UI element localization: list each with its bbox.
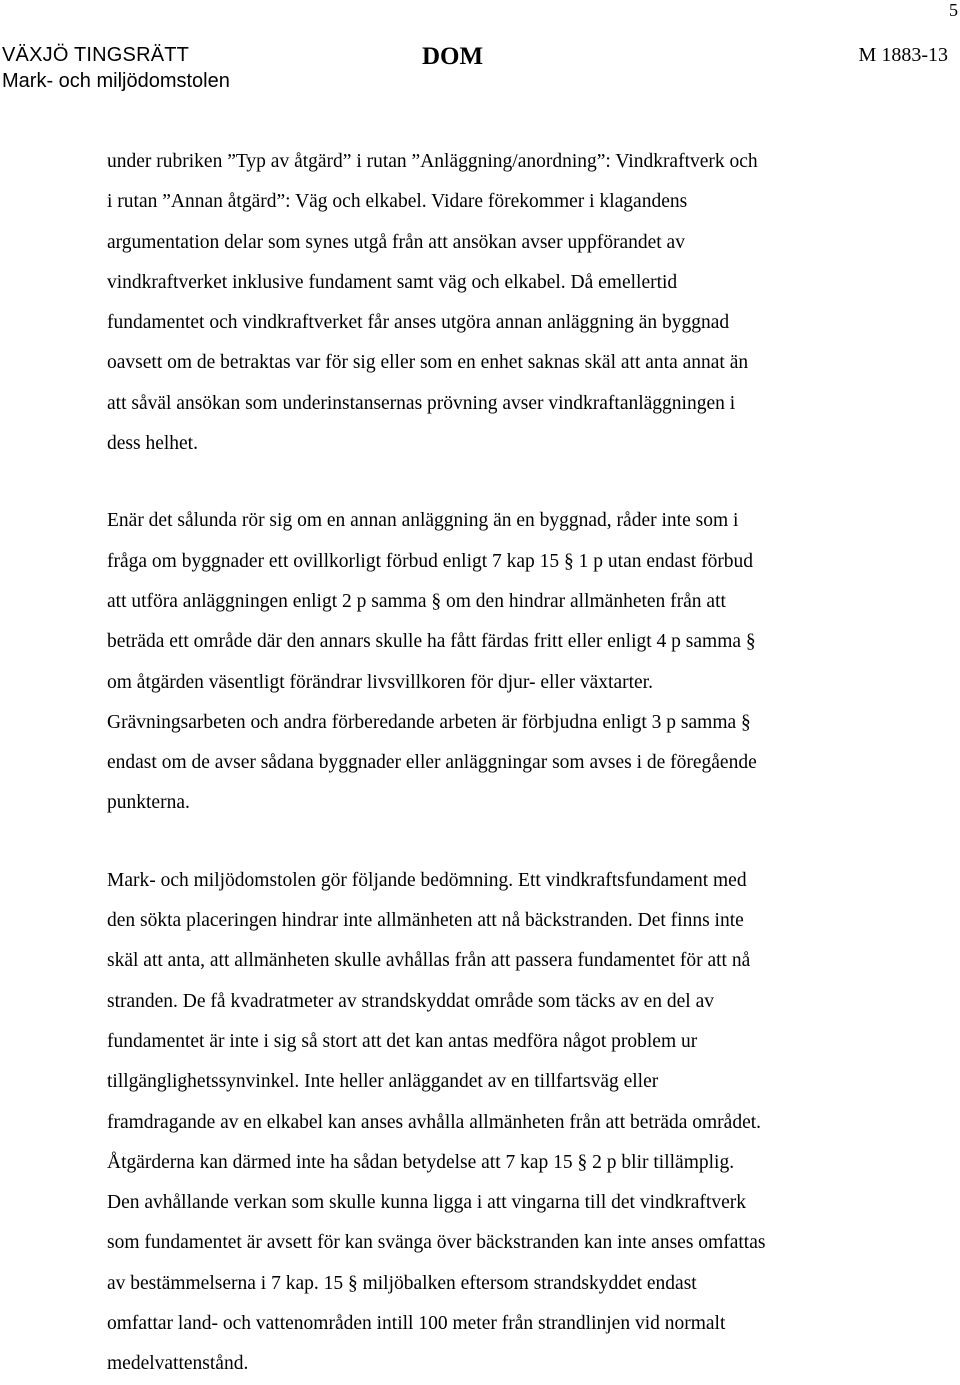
- text-line: i rutan ”Annan åtgärd”: Väg och elkabel. Vidare förekommer i klagandens: [107, 191, 688, 213]
- text-line: Mark- och miljödomstolen gör följande bedömning. Ett vindkraftsfundament med: [107, 869, 747, 891]
- text-line: Enär det sålunda rör sig om en annan anläggning än en byggnad, råder inte som i: [107, 510, 739, 532]
- text-line: oavsett om de betraktas var för sig eller som en enhet saknas skäl att anta annat än: [107, 352, 749, 374]
- text-line: stranden. De få kvadratmeter av strandskyddat område som täcks av en del av: [107, 990, 714, 1012]
- text-line: om åtgärden väsentligt förändrar livsvillkoren för djur- eller växtarter.: [107, 671, 653, 693]
- text-line: medelvattenstånd.: [107, 1353, 249, 1375]
- text-line: omfattar land- och vattenområden intill 100 meter från strandlinjen vid normalt: [107, 1313, 726, 1335]
- text-line: framdragande av en elkabel kan anses avhålla allmänheten från att beträda området.: [107, 1111, 762, 1133]
- text-line: beträda ett område där den annars skulle ha fått färdas fritt eller enligt 4 p samma §: [107, 631, 756, 653]
- paragraph-3: [107, 861, 907, 1385]
- document-header: [0, 40, 960, 100]
- document-type: DOM: [422, 43, 484, 70]
- text-line: Grävningsarbeten och andra förberedande arbeten är förbjudna enligt 3 p samma §: [107, 711, 751, 733]
- page-number: 5: [949, 0, 958, 20]
- text-line: endast om de avser sådana byggnader eller anläggningar som avses i de föregående: [107, 752, 757, 774]
- text-line: Åtgärderna kan därmed inte ha sådan betydelse att 7 kap 15 § 2 p blir tillämplig.: [107, 1151, 735, 1173]
- text-line: Den avhållande verkan som skulle kunna ligga i att vingarna till det vindkraftverk: [107, 1192, 746, 1214]
- paragraph-1: [107, 142, 907, 464]
- text-line: som fundamentet är avsett för kan svänga över bäckstranden kan inte anses omfattas: [107, 1232, 766, 1254]
- text-line: argumentation delar som synes utgå från att ansökan avser uppförandet av: [107, 231, 685, 253]
- document-body: [107, 142, 907, 1385]
- paragraph-2: [107, 501, 907, 823]
- court-department: Mark- och miljödomstolen: [2, 70, 230, 92]
- text-line: tillgänglighetssynvinkel. Inte heller anläggandet av en tillfartsväg eller: [107, 1071, 659, 1093]
- text-line: dess helhet.: [107, 433, 198, 455]
- text-line: under rubriken ”Typ av åtgärd” i rutan ”Anläggning/anordning”: Vindkraftverk och: [107, 151, 758, 172]
- text-line: att utföra anläggningen enligt 2 p samma § om den hindrar allmänheten från att: [107, 590, 726, 612]
- text-line: vindkraftverket inklusive fundament samt väg och elkabel. Då emellertid: [107, 271, 678, 293]
- text-line: av bestämmelserna i 7 kap. 15 § miljöbalken eftersom strandskyddet endast: [107, 1272, 697, 1294]
- text-line: fundamentet är inte i sig så stort att det kan antas medföra något problem ur: [107, 1030, 698, 1052]
- text-line: fundamentet och vindkraftverket får anses utgöra annan anläggning än byggnad: [107, 312, 730, 334]
- text-line: att såväl ansökan som underinstansernas prövning avser vindkraftanläggningen i: [107, 392, 736, 414]
- court-name: VÄXJÖ TINGSRÄTT: [2, 44, 190, 66]
- text-line: punkterna.: [107, 792, 190, 814]
- text-line: fråga om byggnader ett ovillkorligt förbud enligt 7 kap 15 § 1 p utan endast förbud: [107, 550, 754, 572]
- text-line: den sökta placeringen hindrar inte allmänheten att nå bäckstranden. Det finns inte: [107, 910, 744, 932]
- case-number: M 1883-13: [858, 44, 948, 66]
- text-line: skäl att anta, att allmänheten skulle avhållas från att passera fundamentet för att nå: [107, 950, 751, 972]
